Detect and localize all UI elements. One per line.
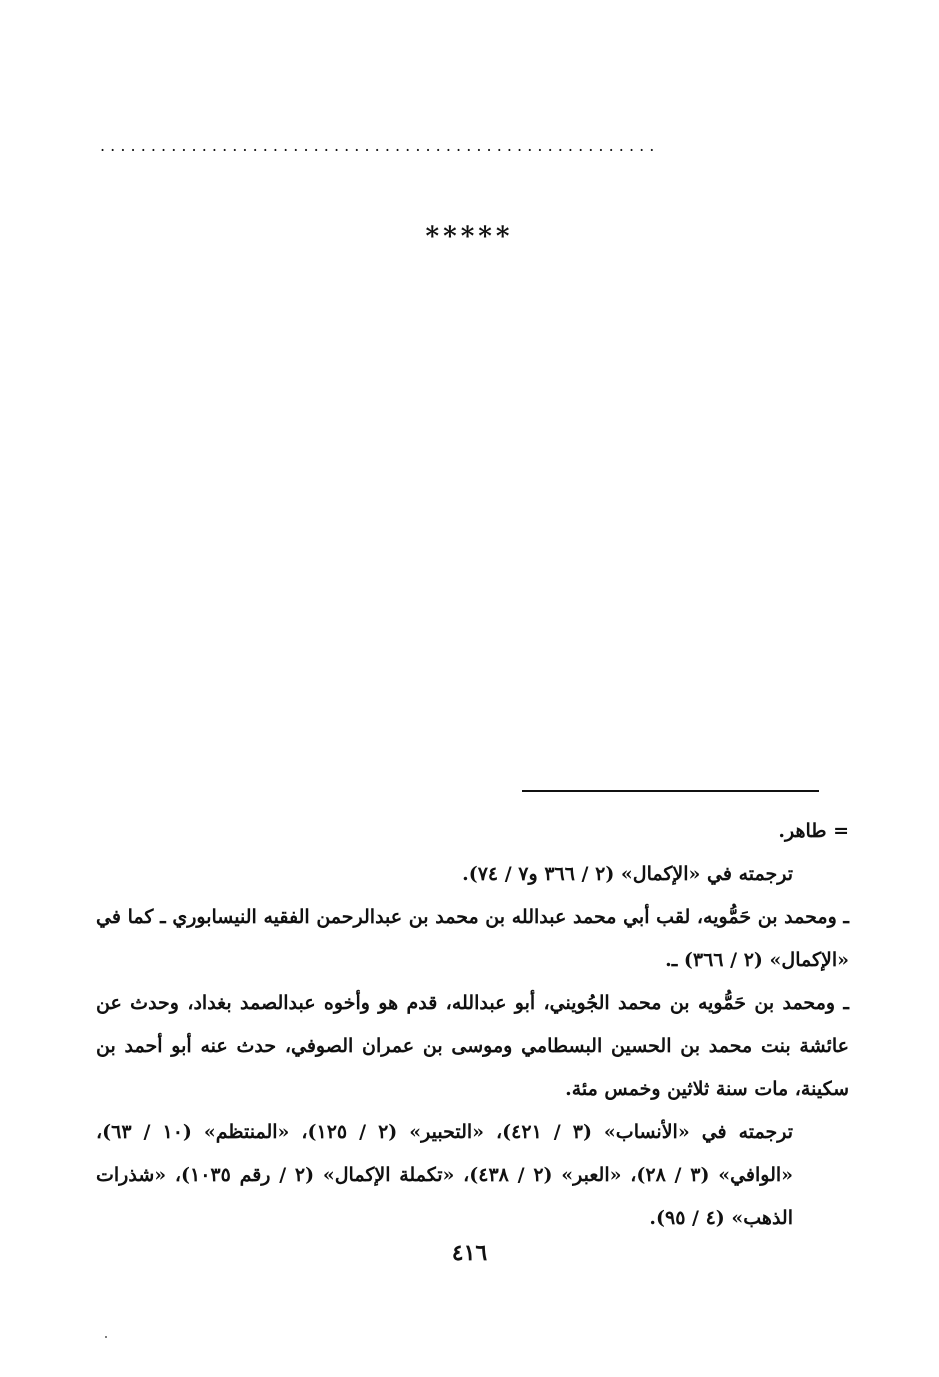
footnote-line-1: = طاهر. xyxy=(778,820,849,842)
section-stars: ***** xyxy=(425,222,514,252)
scan-speck xyxy=(105,1336,107,1338)
footnotes xyxy=(96,810,849,1240)
page-number: ٤١٦ xyxy=(451,1240,488,1266)
footnote-paragraph-3: ترجمته في «الأنساب» (٣ / ٤٢١)، «التحبير» (٢ / ١٢٥)، «المنتظم» (١٠ / ٦٣)، «الوافي» (٣ / ٢٨)، «العبر» (٢ / ٤٣٨)، «تكملة الإكمال» (٢ / رقم ١٠٣٥)، «شذرات الذهب» (٤ / ٩٥). xyxy=(96,1121,794,1229)
footnote-paragraph-1: ـ ومحمد بن حَمُّويه، لقب أبي محمد عبدالله بن محمد بن عبدالرحمن الفقيه النيسابوري ـ كما في «الإكمال» (٢ / ٣٦٦) ـ. xyxy=(96,906,849,971)
footnote-paragraph-2: ـ ومحمد بن حَمُّويه بن محمد الجُويني، أبو عبدالله، قدم هو وأخوه عبدالصمد بغداد، وحدث عن عائشة بنت محمد بن الحسين البسطامي وموسى بن عمران الصوفي، حدث عنه أبو أحمد بن سكينة، مات سنة ثلاثين وخمس مئة. xyxy=(96,992,849,1100)
footnote-rule xyxy=(522,790,819,792)
footnote-line-2: ترجمته في «الإكمال» (٢ / ٣٦٦ و٧ / ٧٤). xyxy=(462,863,793,885)
separator-dots: . . . . . . . . . . . . . . . . . . . . . . . . . . . . . . . . . . . . . . . . . . . . . . . . . . . . . . . xyxy=(100,136,655,155)
